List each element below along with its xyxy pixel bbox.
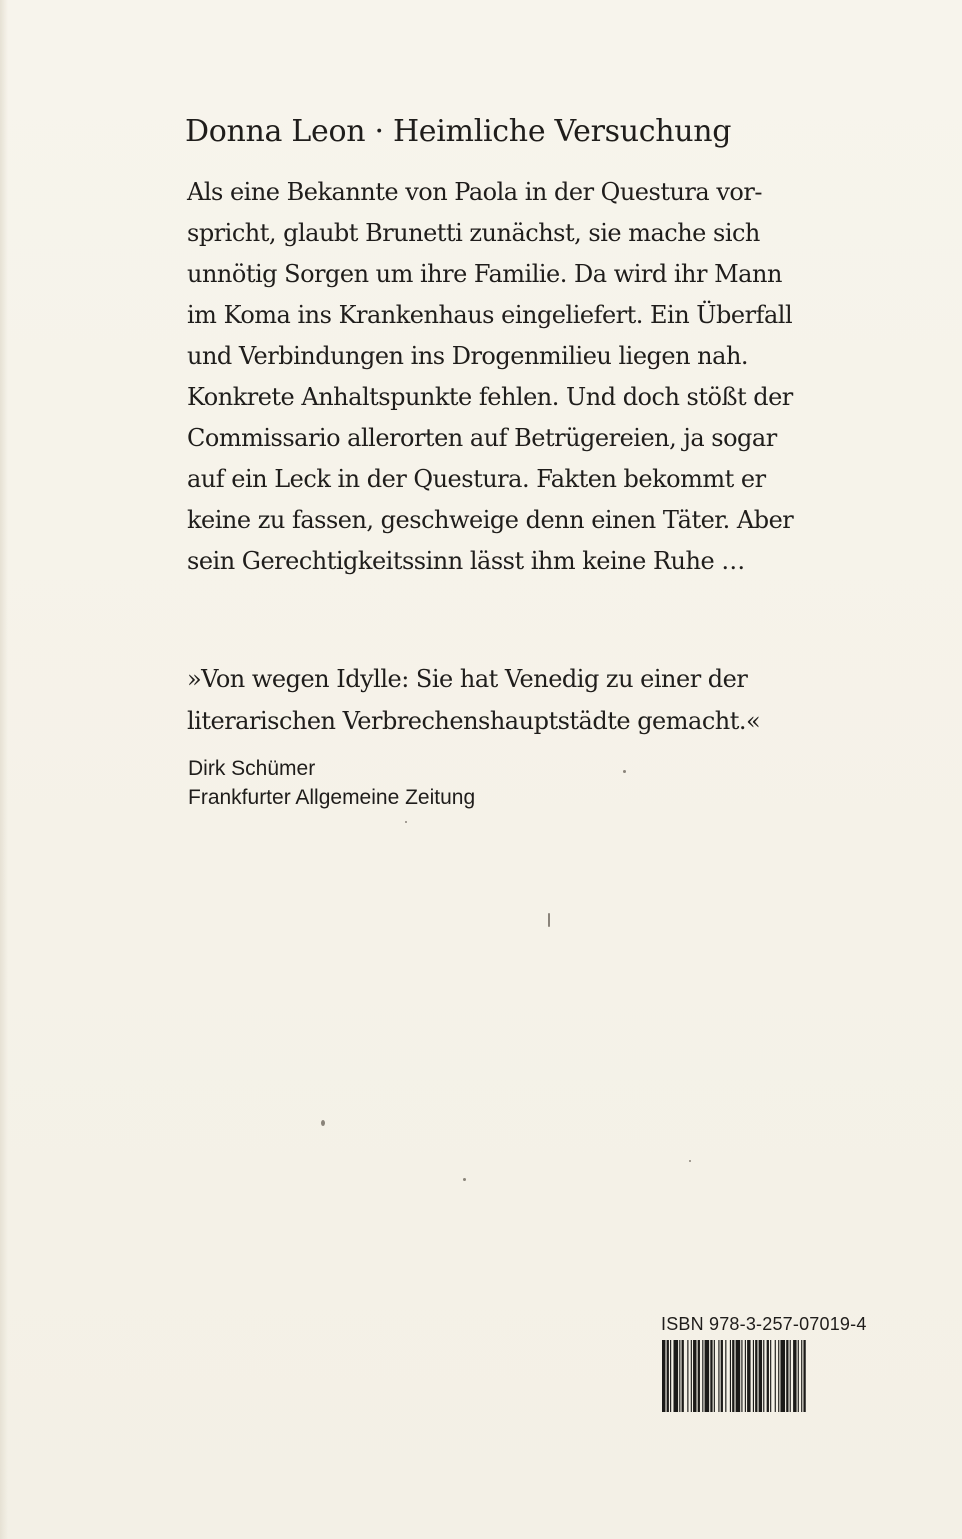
quote-author: Dirk Schümer: [188, 757, 316, 780]
barcode-bar: [767, 1340, 769, 1412]
barcode-bar: [670, 1340, 671, 1412]
barcode-bar: [741, 1340, 742, 1412]
barcode-bar: [702, 1340, 703, 1412]
barcode-bar: [755, 1340, 757, 1412]
barcode-bar: [687, 1340, 688, 1412]
barcode-bar: [801, 1340, 802, 1412]
barcode-bar: [798, 1340, 799, 1412]
barcode-bar: [662, 1340, 665, 1412]
paper-speck: [463, 1178, 466, 1181]
cover-edge-shadow: [0, 0, 8, 1539]
barcode-bar: [674, 1340, 679, 1412]
barcode-bar: [753, 1340, 754, 1412]
barcode-bar: [780, 1340, 785, 1412]
quote-line: literarischen Verbrechenshauptstädte gemacht.«: [187, 707, 761, 735]
paper-speck: [321, 1120, 325, 1126]
blurb-line: keine zu fassen, geschweige denn einen Täter. Aber: [187, 506, 794, 534]
barcode-bar: [775, 1340, 776, 1412]
barcode-bar: [693, 1340, 696, 1412]
barcode-bar: [732, 1340, 734, 1412]
barcode-bar: [691, 1340, 692, 1412]
blurb-line: sein Gerechtigkeitssinn lässt ihm keine Ruhe …: [187, 547, 745, 575]
blurb-line: und Verbindungen ins Drogenmilieu liegen nah.: [187, 342, 749, 370]
quote-attribution: [188, 754, 788, 812]
barcode-bar: [714, 1340, 715, 1412]
blurb-line: Commissario allerorten auf Betrügereien, ja sogar: [187, 424, 777, 452]
paper-speck: [405, 821, 407, 823]
barcode-bar: [682, 1340, 684, 1412]
blurb-line: spricht, glaubt Brunetti zunächst, sie mache sich: [187, 219, 760, 247]
barcode-bar: [721, 1340, 723, 1412]
barcode-bar: [763, 1340, 764, 1412]
barcode-graphic: [662, 1340, 880, 1412]
blurb-line: unnötig Sorgen um ihre Familie. Da wird ihr Mann: [187, 260, 782, 288]
quote-line: »Von wegen Idylle: Sie hat Venedig zu einer der: [187, 665, 748, 693]
blurb-line: Als eine Bekannte von Paola in der Questura vor-: [187, 178, 762, 206]
barcode-bar: [710, 1340, 712, 1412]
barcode-bar: [718, 1340, 719, 1412]
barcode-bar: [736, 1340, 741, 1412]
paper-speck: [689, 1160, 691, 1162]
barcode-bar: [705, 1340, 710, 1412]
barcode-bar: [790, 1340, 791, 1412]
isbn-number: ISBN 978-3-257-07019-4: [661, 1314, 867, 1334]
review-quote: [187, 658, 827, 742]
book-title: Donna Leon · Heimliche Versuchung: [185, 114, 732, 149]
barcode-bar: [725, 1340, 726, 1412]
barcode-bar: [747, 1340, 750, 1412]
paper-speck: [548, 913, 550, 927]
blurb-text: [187, 172, 827, 582]
barcode-bar: [698, 1340, 700, 1412]
barcode-bar: [679, 1340, 680, 1412]
paper-speck: [623, 770, 626, 773]
blurb-line: im Koma ins Krankenhaus eingeliefert. Ein Überfall: [187, 301, 793, 329]
barcode-bar: [770, 1340, 771, 1412]
blurb-line: auf ein Leck in der Questura. Fakten bekommt er: [187, 465, 766, 493]
barcode-bar: [803, 1340, 805, 1412]
barcode-bar: [759, 1340, 762, 1412]
barcode-bar: [778, 1340, 779, 1412]
barcode-bar: [667, 1340, 669, 1412]
barcode-bar: [730, 1340, 731, 1412]
barcode-bar: [786, 1340, 788, 1412]
blurb-line: Konkrete Anhaltspunkte fehlen. Und doch stößt der: [187, 383, 793, 411]
quote-source: Frankfurter Allgemeine Zeitung: [188, 786, 476, 809]
barcode-bar: [745, 1340, 746, 1412]
barcode-bar: [793, 1340, 796, 1412]
